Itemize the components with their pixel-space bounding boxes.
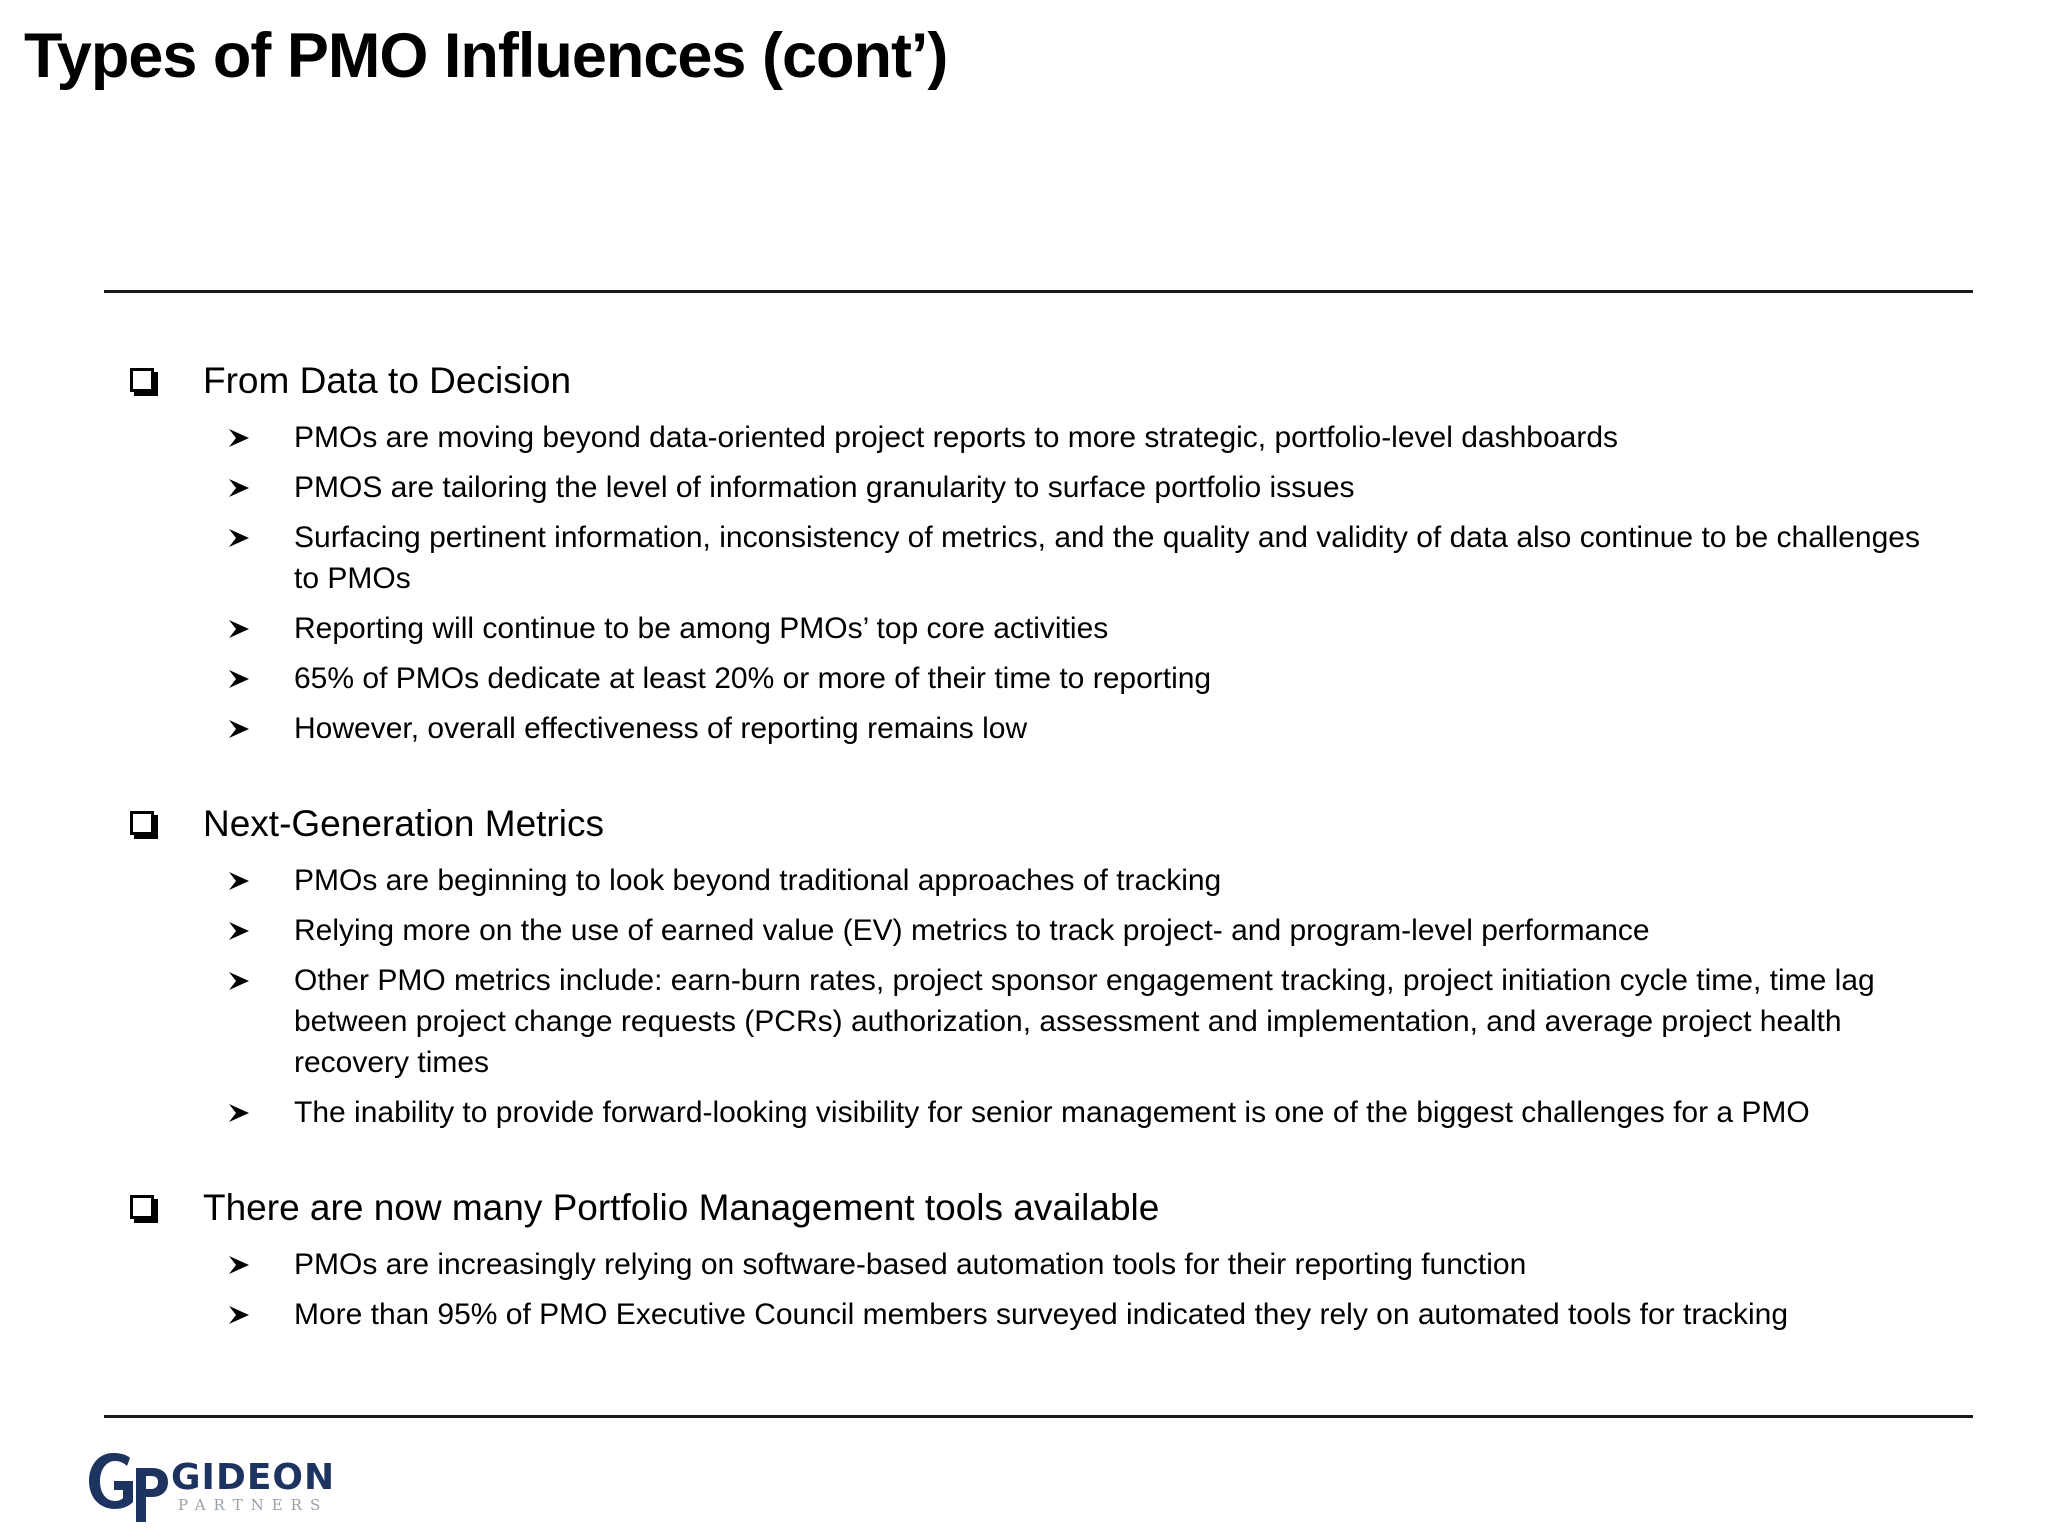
section-heading (124, 354, 1964, 408)
list-item (124, 708, 1964, 749)
list-item (124, 1294, 1964, 1335)
list-item-text: However, overall effectiveness of reporting remains low (294, 712, 1028, 745)
list-item-text: More than 95% of PMO Executive Council members surveyed indicated they rely on automated tools for tracking (294, 1298, 1789, 1331)
square-bullet-icon (130, 811, 154, 835)
list-item (124, 860, 1964, 901)
list-item-text: Relying more on the use of earned value (EV) metrics to track project- and program-level performance (294, 914, 1650, 947)
bullet-list (124, 860, 1964, 1133)
arrow-bullet-icon (228, 871, 250, 891)
arrow-bullet-icon (228, 428, 250, 448)
list-item (124, 960, 1964, 1083)
list-item (124, 1244, 1964, 1285)
list-item (124, 517, 1964, 599)
section-data-to-decision (124, 354, 1964, 749)
section-heading-text: Next-Generation Metrics (203, 803, 604, 844)
gp-monogram-icon (86, 1448, 170, 1528)
list-item-text: Surfacing pertinent information, inconsistency of metrics, and the quality and validity of data also continue to be challenges to PMOs (294, 521, 1920, 595)
list-item (124, 658, 1964, 699)
section-next-generation-metrics (124, 797, 1964, 1133)
arrow-bullet-icon (228, 669, 250, 689)
list-item (124, 1092, 1964, 1133)
list-item (124, 910, 1964, 951)
slide-title: Types of PMO Influences (cont’) (24, 21, 948, 91)
top-divider (104, 290, 1973, 293)
bottom-divider (104, 1415, 1973, 1418)
section-heading-text: There are now many Portfolio Management tools available (203, 1187, 1160, 1228)
list-item-text: PMOs are moving beyond data-oriented project reports to more strategic, portfolio-level dashboards (294, 421, 1618, 454)
list-item-text: PMOS are tailoring the level of information granularity to surface portfolio issues (294, 471, 1355, 504)
list-item-text: Reporting will continue to be among PMOs’ top core activities (294, 612, 1109, 645)
square-bullet-icon (130, 368, 154, 392)
arrow-bullet-icon (228, 1103, 250, 1123)
square-bullet-icon (130, 1195, 154, 1219)
list-item-text: Other PMO metrics include: earn-burn rates, project sponsor engagement tracking, project initiation cycle time, time lag between project change requests (PCRs) authorization, assessment and implementation, and average project health recovery times (294, 964, 1875, 1079)
bullet-list (124, 417, 1964, 749)
slide-content (124, 354, 1964, 1335)
arrow-bullet-icon (228, 1255, 250, 1275)
list-item-text: PMOs are beginning to look beyond traditional approaches of tracking (294, 864, 1222, 897)
logo-wordmark: GIDEON (171, 1457, 336, 1498)
arrow-bullet-icon (228, 719, 250, 739)
list-item (124, 608, 1964, 649)
arrow-bullet-icon (228, 921, 250, 941)
section-heading-text: From Data to Decision (203, 360, 572, 401)
list-item (124, 467, 1964, 508)
arrow-bullet-icon (228, 619, 250, 639)
section-portfolio-tools (124, 1181, 1964, 1335)
list-item-text: 65% of PMOs dedicate at least 20% or more of their time to reporting (294, 662, 1212, 695)
bullet-list (124, 1244, 1964, 1335)
section-heading (124, 1181, 1964, 1235)
arrow-bullet-icon (228, 1305, 250, 1325)
logo-tagline: PARTNERS (178, 1496, 329, 1514)
arrow-bullet-icon (228, 478, 250, 498)
list-item (124, 417, 1964, 458)
arrow-bullet-icon (228, 528, 250, 548)
company-logo (86, 1448, 346, 1528)
list-item-text: PMOs are increasingly relying on software-based automation tools for their reporting function (294, 1248, 1527, 1281)
list-item-text: The inability to provide forward-looking visibility for senior management is one of the biggest challenges for a PMO (294, 1096, 1810, 1129)
section-heading (124, 797, 1964, 851)
arrow-bullet-icon (228, 971, 250, 991)
